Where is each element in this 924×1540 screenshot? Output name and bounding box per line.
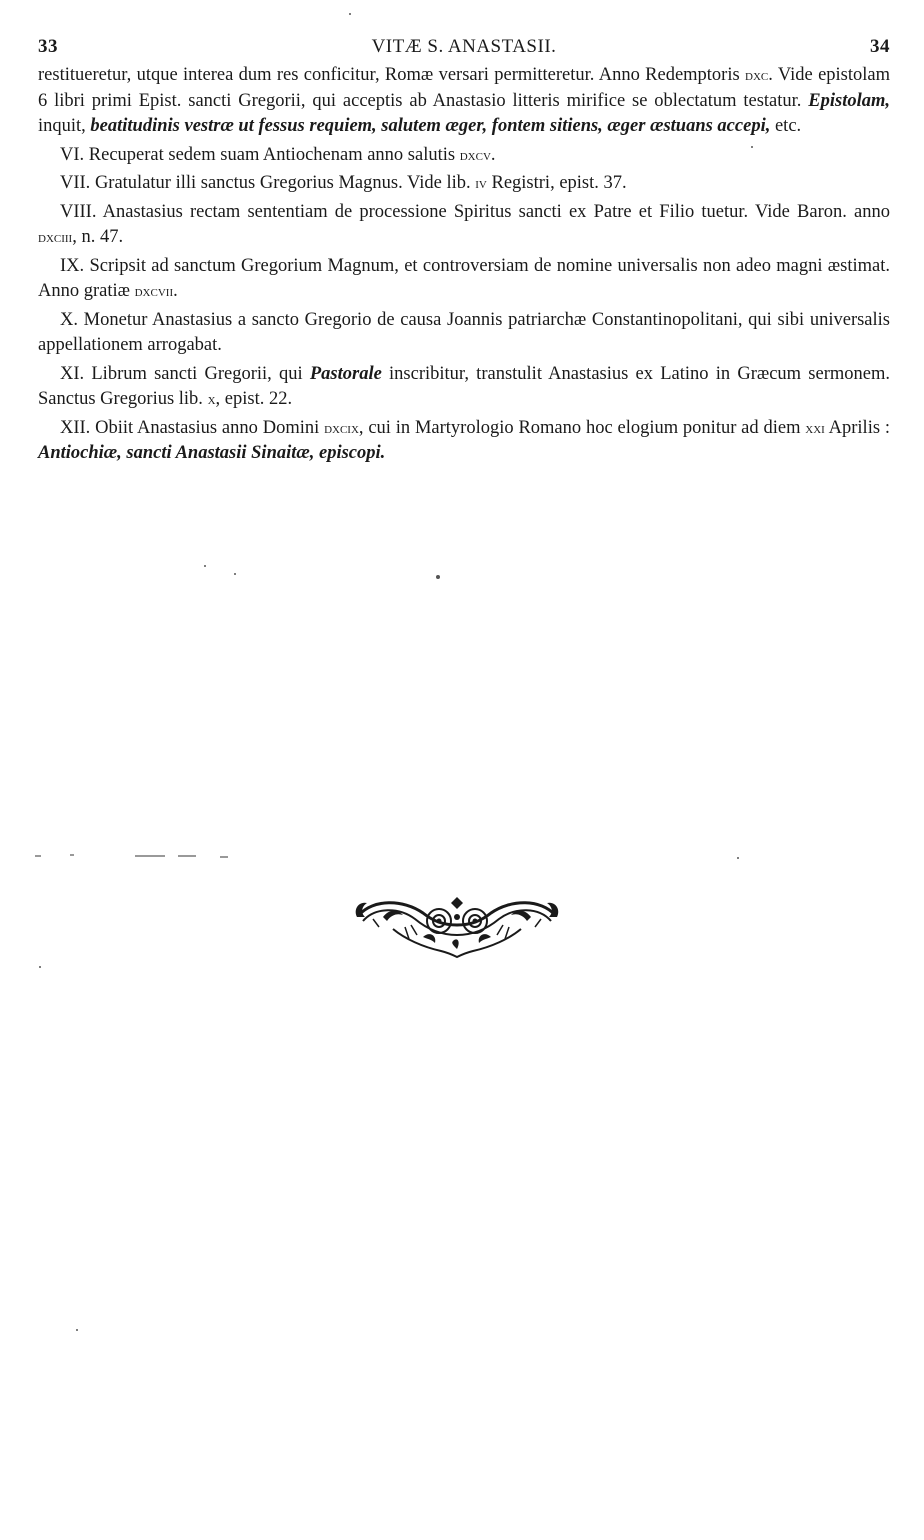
text-run: . Vide epistolam 6 libri primi Epist. sancti Gregorii, qui acceptis ab Anastasio litteris mirifice se oblectatum testatur. xyxy=(38,65,890,111)
text-run: Registri, epist. 37. xyxy=(486,173,627,193)
text-run: etc. xyxy=(770,116,802,136)
roman-numeral: dxciii xyxy=(38,229,73,246)
item-x xyxy=(38,308,890,359)
item-number: VI. xyxy=(60,144,85,165)
running-title: VITÆ S. ANASTASII. xyxy=(371,36,557,57)
text-run: . xyxy=(490,144,496,165)
martyrology-quote: Antiochiæ, sancti Anastasii Sinaitæ, episcopi. xyxy=(38,443,386,463)
text-run: , n. 47. xyxy=(72,227,124,247)
item-vii xyxy=(38,171,890,197)
text-run: Obiit Anastasius anno Domini xyxy=(90,417,325,438)
text-run: inquit, xyxy=(38,116,91,136)
text-run: Recuperat sedem suam Antiochenam anno salutis xyxy=(84,144,460,165)
item-xii xyxy=(38,416,890,467)
running-header xyxy=(38,36,890,60)
item-number: VII. xyxy=(60,173,91,193)
item-viii xyxy=(38,200,890,251)
item-vi xyxy=(38,143,890,169)
roman-numeral: xxi xyxy=(805,419,825,437)
text-run: Anastasius rectam sententiam de processione Spiritus sancti ex Patre et Filio tuetur. Vide Baron. anno xyxy=(96,201,890,222)
roman-numeral: dxcvii xyxy=(134,283,174,300)
item-number: XII. xyxy=(60,417,91,438)
page-number-right: 34 xyxy=(870,36,890,57)
text-run: Librum sancti Gregorii, qui xyxy=(84,363,310,384)
roman-numeral: x xyxy=(207,391,216,408)
item-number: VIII. xyxy=(60,201,97,222)
roman-numeral: dxcv xyxy=(459,146,491,164)
intro-paragraph xyxy=(38,63,890,140)
roman-numeral: iv xyxy=(475,175,487,192)
text-run: . xyxy=(173,281,178,301)
item-xi xyxy=(38,362,890,413)
quotation: beatitudinis vestræ ut fessus requiem, salutem æger, fontem sitiens, æger æstuans accepi, xyxy=(90,116,771,136)
text-run: , epist. 22. xyxy=(215,389,293,409)
quote-lead: Epistolam, xyxy=(808,90,890,111)
text-run: Monetur Anastasius a sancto Gregorio de causa Joannis patriarchæ Constantinopolitani, qui sibi universalis appellationem arrogabat. xyxy=(38,309,890,355)
roman-numeral: dxc xyxy=(745,67,769,84)
item-number: IX. xyxy=(60,255,85,276)
text-run: Aprilis : xyxy=(824,417,890,438)
text-run: inscribitur, transtulit Anastasius ex Latino in Græcum sermonem. Sanctus Gregorius lib. xyxy=(38,363,890,409)
text-run: Scripsit ad sanctum Gregorium Magnum, et controversiam de nomine universalis non adeo magni æstimat. Anno gratiæ xyxy=(38,255,890,301)
page-number-left: 33 xyxy=(38,36,58,57)
book-title: Pastorale xyxy=(309,363,382,384)
tailpiece-ornament xyxy=(353,895,561,960)
text-run: restitueretur, utque interea dum res conficitur, Romæ versari permitteretur. Anno Redemptoris xyxy=(38,65,746,85)
roman-numeral: dxcix xyxy=(324,419,359,437)
text-run: Gratulatur illi sanctus Gregorius Magnus. Vide lib. xyxy=(90,173,476,193)
main-text xyxy=(38,63,890,467)
item-ix xyxy=(38,254,890,305)
item-number: XI. xyxy=(60,363,85,384)
text-run: , cui in Martyrologio Romano hoc elogium ponitur ad diem xyxy=(358,417,806,438)
item-number: X. xyxy=(60,309,78,330)
